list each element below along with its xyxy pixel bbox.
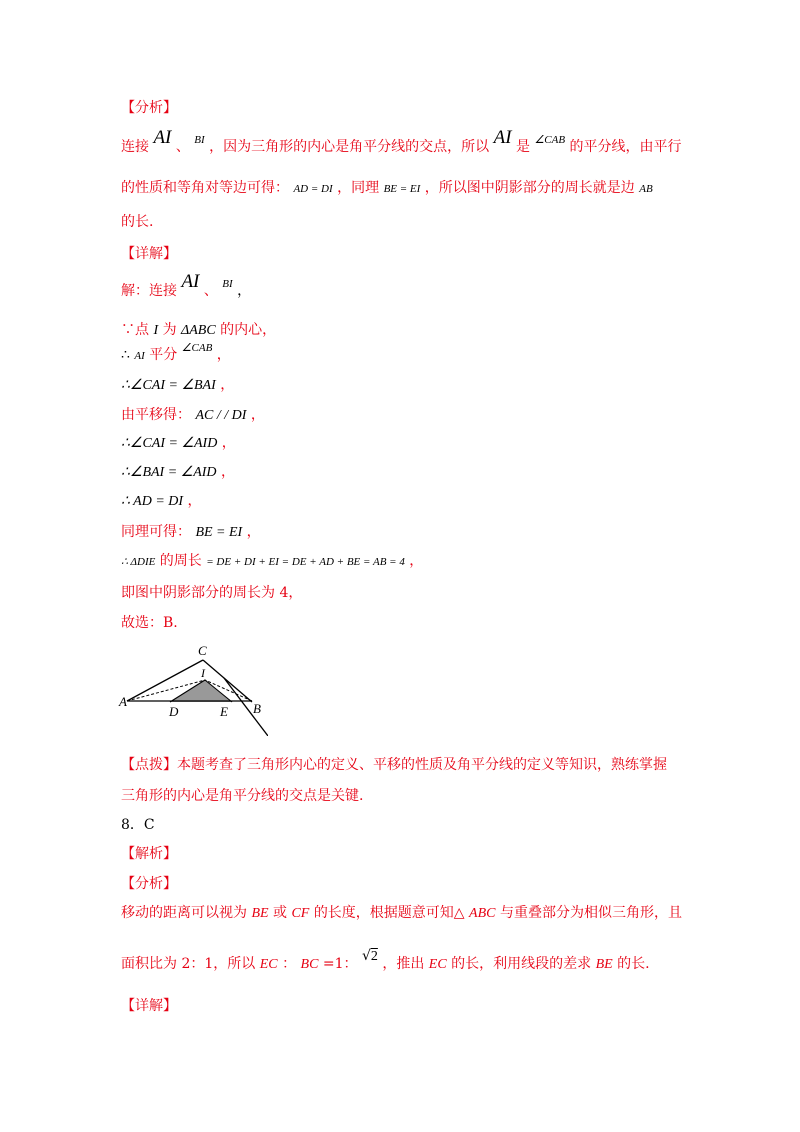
analysis-heading-text: 【分析】 bbox=[121, 100, 177, 116]
math-eq: ∴∠BAI = ∠AID bbox=[121, 465, 217, 480]
shaded-triangle-die bbox=[170, 680, 232, 702]
comment-line-1 bbox=[121, 755, 667, 775]
math-eq: ∴∠CAI = ∠BAI bbox=[121, 378, 216, 393]
sqrt-symbol: √ bbox=[361, 948, 371, 964]
math-ab: AB bbox=[639, 183, 653, 195]
math-eq: ∴∠CAI = ∠AID bbox=[121, 436, 218, 451]
math-eq: BE = EI bbox=[383, 183, 421, 195]
detail-text: ∵点 bbox=[121, 322, 149, 338]
math-triangle-die: ∴ ΔDIE bbox=[121, 556, 156, 568]
detail-step-4 bbox=[121, 375, 234, 396]
label-d: D bbox=[169, 704, 179, 719]
question-8-number bbox=[121, 815, 155, 835]
math-ai: AI bbox=[153, 127, 172, 148]
punct: ， bbox=[246, 524, 261, 540]
punct: ， bbox=[221, 464, 235, 480]
math-ai: AI bbox=[493, 127, 512, 148]
detail-step-12 bbox=[121, 613, 178, 633]
analysis-text: 面积比为 2：1，所以 bbox=[121, 956, 256, 972]
math-eq: BE = EI bbox=[195, 525, 243, 540]
detail-step-10 bbox=[121, 551, 423, 572]
detail-text: 同理可得： bbox=[121, 524, 191, 540]
analysis-heading-text: 【分析】 bbox=[121, 876, 177, 892]
analysis-line-1 bbox=[121, 127, 682, 158]
analysis-text: 的平分线，由平行 bbox=[569, 139, 682, 155]
detail-text: 平分 bbox=[149, 347, 178, 363]
q8-analysis-line-1 bbox=[121, 903, 682, 924]
analysis-text: ，同理 bbox=[337, 180, 380, 196]
math-bi: BI bbox=[222, 278, 233, 290]
math-be: BE bbox=[251, 906, 269, 921]
punct: ， bbox=[409, 553, 424, 569]
q8-analysis-line-2 bbox=[121, 948, 650, 975]
comment-line-2 bbox=[121, 786, 363, 806]
detail-step-7 bbox=[121, 462, 235, 483]
detail-step-1 bbox=[121, 271, 252, 302]
comment-text: 【点拨】本题考查了三角形内心的定义、平移的性质及角平分线的定义等知识，熟练掌握 bbox=[121, 757, 667, 773]
math-i: I bbox=[153, 323, 159, 338]
detail-text: 由平移得： bbox=[121, 407, 191, 423]
label-a: A bbox=[119, 694, 127, 709]
math-angle-cab: ∠CAB bbox=[181, 342, 213, 354]
analysis-text: ，所以图中阴影部分的周长就是边 bbox=[424, 180, 635, 196]
detail-text: 故选：B. bbox=[121, 615, 178, 631]
punct: ， bbox=[237, 283, 252, 299]
therefore: ∴ bbox=[121, 347, 130, 363]
detail-text: 的内心， bbox=[220, 322, 277, 338]
detail-step-8 bbox=[121, 491, 202, 512]
analysis-text: 的性质和等角对等边可得： bbox=[121, 180, 289, 196]
math-be: BE bbox=[595, 957, 613, 972]
detail-heading bbox=[121, 244, 177, 264]
detail-heading-text: 【详解】 bbox=[121, 246, 177, 262]
label-b: B bbox=[253, 701, 261, 716]
math-angle-cab: ∠CAB bbox=[534, 134, 566, 146]
detail-text: 即图中阴影部分的周长为 4， bbox=[121, 585, 303, 601]
detail-step-11 bbox=[121, 583, 302, 603]
sqrt-number: 2 bbox=[370, 949, 378, 964]
analysis-text: 是 bbox=[515, 139, 530, 155]
analysis-text: 的长. bbox=[121, 214, 154, 230]
detail-text: 的周长 bbox=[159, 553, 202, 569]
analysis-text: ，推出 bbox=[382, 956, 425, 972]
separator: 、 bbox=[175, 139, 190, 155]
label-e: E bbox=[220, 704, 228, 719]
question-number: 8．C bbox=[121, 817, 155, 833]
math-ai: AI bbox=[181, 271, 200, 292]
analysis-line-3 bbox=[121, 212, 153, 232]
analysis-text: 的长. bbox=[617, 956, 650, 972]
analysis-heading bbox=[121, 98, 177, 118]
math-eq: AC / / DI bbox=[195, 408, 247, 423]
detail-text: 解：连接 bbox=[121, 283, 177, 299]
detail-text: 为 bbox=[162, 322, 177, 338]
analysis-text: 的长度，根据题意可知△ bbox=[313, 905, 465, 921]
punct: ， bbox=[250, 407, 265, 423]
analysis-text: 与重叠部分为相似三角形，且 bbox=[499, 905, 682, 921]
detail-step-2 bbox=[121, 320, 276, 341]
math-eq: AD = DI bbox=[293, 183, 333, 195]
detail-step-3 bbox=[121, 342, 231, 366]
math-eq: = DE + DI + EI = DE + AD + BE = AB = 4 bbox=[206, 556, 405, 568]
analysis-text: 移动的距离可以视为 bbox=[121, 905, 247, 921]
math-triangle-abc: ΔABC bbox=[181, 323, 216, 338]
analysis-text: 的长，利用线段的差求 bbox=[451, 956, 592, 972]
math-cf: CF bbox=[291, 906, 310, 921]
q8-analysis-heading bbox=[121, 874, 177, 894]
label-i: I bbox=[201, 666, 205, 680]
analysis-text: ： bbox=[282, 956, 297, 972]
detail-step-5 bbox=[121, 405, 265, 426]
punct: ， bbox=[220, 377, 235, 393]
analysis-text: 连接 bbox=[121, 139, 149, 155]
math-ai: AI bbox=[134, 350, 145, 362]
math-bi: BI bbox=[194, 134, 205, 146]
math-bc: BC bbox=[300, 957, 319, 972]
label-c: C bbox=[198, 643, 207, 658]
detail-text: ， bbox=[216, 347, 231, 363]
detail-heading-text: 【详解】 bbox=[121, 998, 177, 1014]
detail-step-9 bbox=[121, 522, 261, 543]
punct: ， bbox=[187, 493, 202, 509]
analysis-text: =1： bbox=[322, 956, 358, 972]
math-abc: ABC bbox=[469, 906, 496, 921]
q8-detail-heading bbox=[121, 996, 177, 1016]
punct: ， bbox=[221, 435, 236, 451]
jiexi-heading-text: 【解析】 bbox=[121, 846, 177, 862]
detail-step-6 bbox=[121, 433, 236, 454]
math-eq: ∴ AD = DI bbox=[121, 494, 184, 509]
line-through-b bbox=[224, 678, 268, 736]
math-ec: EC bbox=[259, 957, 278, 972]
analysis-text: ，因为三角形的内心是角平分线的交点，所以 bbox=[209, 139, 490, 155]
analysis-text: 或 bbox=[273, 905, 288, 921]
triangle-figure bbox=[118, 640, 268, 736]
q8-jiexi-heading bbox=[121, 844, 177, 864]
comment-text: 三角形的内心是角平分线的交点是关键. bbox=[121, 788, 364, 804]
analysis-line-2 bbox=[121, 178, 653, 199]
separator: 、 bbox=[203, 283, 218, 299]
math-ec: EC bbox=[428, 957, 447, 972]
